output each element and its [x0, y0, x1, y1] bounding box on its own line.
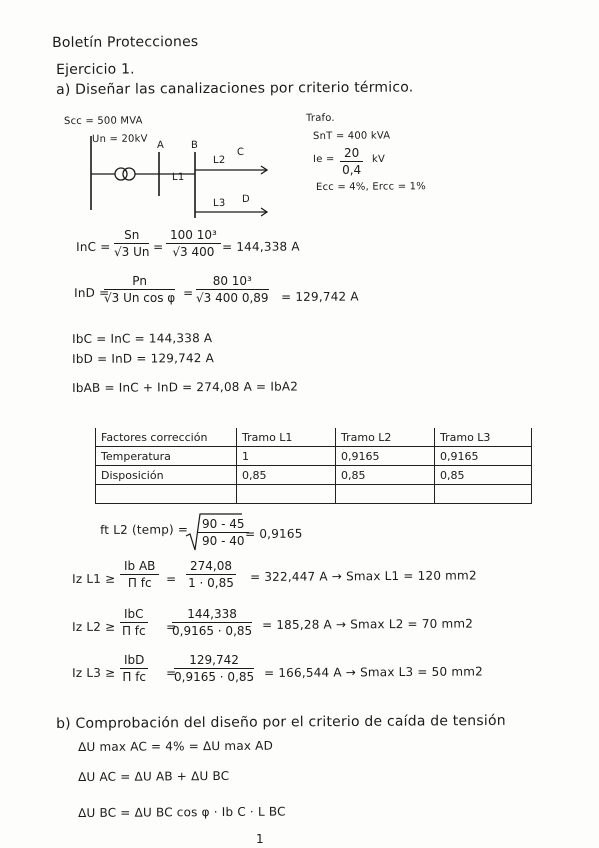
table-header-cell: Tramo L3	[435, 428, 532, 447]
diagram-node-c: C	[237, 146, 245, 158]
correction-factors-table	[95, 428, 532, 504]
table-row	[96, 485, 532, 504]
eq2-f1-den: √3 Un cos φ	[104, 291, 176, 305]
part-a-heading: a) Diseñar las canalizaciones por criterio térmico.	[56, 79, 414, 98]
trafo-ratio-den: 0,4	[342, 163, 362, 177]
iz2-f1-num: IbC	[120, 607, 148, 623]
trafo-ratio-num: 20	[340, 146, 363, 162]
table-cell	[96, 485, 237, 504]
iz1-f2-num: 274,08	[186, 559, 236, 575]
eq2-f1-num: Pn	[104, 274, 175, 290]
iz2-fraction-1	[120, 607, 148, 638]
eq1-result: = 144,338 A	[222, 239, 300, 254]
iz2-equals: =	[166, 619, 177, 634]
table-cell	[336, 485, 435, 504]
eq1-fraction-1	[114, 228, 149, 259]
iz2-f1-den: Π fc	[121, 624, 146, 638]
part-b-line-1: ΔU max AC = 4% = ΔU max AD	[78, 738, 274, 754]
part-b-line-2: ΔU AC = ΔU AB + ΔU BC	[78, 768, 230, 784]
iz2-fraction-2	[172, 607, 252, 638]
iz2-lhs: Iz L2 ≥	[72, 619, 116, 634]
eq2-f2-num: 80 10³	[196, 274, 269, 290]
table-cell	[435, 485, 532, 504]
ft-result: = 0,9165	[245, 526, 303, 541]
iz1-f1-num: Ib AB	[120, 559, 159, 575]
trafo-ratio-unit: kV	[372, 153, 386, 165]
eq2-equals: =	[183, 285, 194, 300]
ib-c-line: IbC = InC = 144,338 A	[72, 331, 213, 346]
trafo-snt: SnT = 400 kVA	[313, 130, 391, 142]
table-header-cell: Tramo L2	[336, 428, 435, 447]
iz2-f2-num: 144,338	[172, 607, 252, 623]
iz3-lhs: Iz L3 ≥	[72, 665, 116, 680]
ib-ab-line: IbAB = InC + InD = 274,08 A = IbA2	[72, 379, 299, 395]
ft-den: 90 - 40	[202, 534, 245, 548]
transformer-secondary-winding-icon	[123, 168, 135, 180]
diagram-un-label: Un = 20kV	[92, 133, 148, 145]
trafo-ratio-fraction	[340, 146, 363, 177]
exercise-heading: Ejercicio 1.	[56, 61, 135, 78]
table-cell: 0,85	[237, 466, 336, 485]
iz3-f2-num: 129,742	[174, 653, 254, 669]
iz3-f2-den: 0,9165 · 0,85	[174, 670, 255, 684]
eq1-lhs: InC =	[76, 239, 111, 254]
eq1-equals: =	[153, 239, 164, 254]
table-header-row	[96, 428, 532, 447]
iz1-fraction-1	[120, 559, 159, 590]
eq2-fraction-1	[104, 274, 175, 305]
trafo-ecc: Ecc = 4%, Ercc = 1%	[316, 181, 426, 193]
part-b-heading: b) Comprobación del diseño por el criterio de caída de tensión	[56, 712, 506, 732]
eq1-f2-den: √3 400	[172, 245, 215, 259]
table-cell: Disposición	[96, 466, 237, 485]
ib-d-line: IbD = InD = 129,742 A	[72, 351, 215, 366]
eq1-f2-num: 100 10³	[166, 228, 221, 244]
iz3-result: = 166,544 A → Smax L3 = 50 mm2	[264, 664, 483, 680]
iz3-f1-num: IbD	[120, 653, 148, 669]
table-header-cell: Tramo L1	[237, 428, 336, 447]
iz3-equals: =	[166, 665, 177, 680]
trafo-ratio-label: Ie =	[313, 153, 335, 165]
table-row	[96, 466, 532, 485]
eq1-fraction-2	[166, 228, 221, 259]
table-row	[96, 447, 532, 466]
iz1-equals: =	[166, 571, 177, 586]
iz3-f1-den: Π fc	[122, 670, 147, 684]
table-cell: 0,85	[435, 466, 532, 485]
iz1-f2-den: 1 · 0,85	[188, 576, 234, 590]
iz2-result: = 185,28 A → Smax L2 = 70 mm2	[262, 616, 474, 632]
eq2-fraction-2	[196, 274, 269, 305]
diagram-node-a: A	[157, 139, 165, 151]
diagram-node-d: D	[242, 193, 250, 205]
table-cell: 1	[237, 447, 336, 466]
iz3-fraction-2	[174, 653, 254, 684]
iz2-f2-den: 0,9165 · 0,85	[172, 624, 253, 638]
iz3-fraction-1	[120, 653, 148, 684]
eq2-lhs: InD =	[74, 285, 110, 300]
iz1-result: = 322,447 A → Smax L1 = 120 mm2	[250, 568, 477, 584]
page-number: 1	[256, 832, 264, 846]
document-title: Boletín Protecciones	[52, 33, 199, 51]
ft-num: 90 - 45	[198, 517, 249, 533]
table-cell	[237, 485, 336, 504]
table-cell: 0,9165	[336, 447, 435, 466]
trafo-title: Trafo.	[306, 112, 335, 124]
eq2-f2-den: √3 400 0,89	[196, 291, 269, 305]
diagram-node-b: B	[191, 139, 199, 151]
eq1-f1-num: Sn	[114, 228, 149, 244]
diagram-l2-label: L2	[213, 154, 226, 166]
ft-fraction	[198, 517, 249, 548]
iz1-lhs: Iz L1 ≥	[72, 571, 116, 586]
eq2-result: = 129,742 A	[281, 289, 359, 304]
diagram-scc-label: Scc = 500 MVA	[64, 115, 143, 127]
diagram-l3-label: L3	[213, 197, 226, 209]
iz1-f1-den: Π fc	[127, 576, 152, 590]
eq1-f1-den: √3 Un	[114, 245, 150, 259]
iz1-fraction-2	[186, 559, 236, 590]
table-cell: 0,9165	[435, 447, 532, 466]
part-b-line-3: ΔU BC = ΔU BC cos φ · Ib C · L BC	[78, 804, 286, 820]
table-cell: 0,85	[336, 466, 435, 485]
table-header-cell: Factores corrección	[96, 428, 237, 447]
diagram-l1-label: L1	[172, 171, 185, 183]
ft-lhs: ft L2 (temp) =	[100, 522, 189, 537]
table-cell: Temperatura	[96, 447, 237, 466]
